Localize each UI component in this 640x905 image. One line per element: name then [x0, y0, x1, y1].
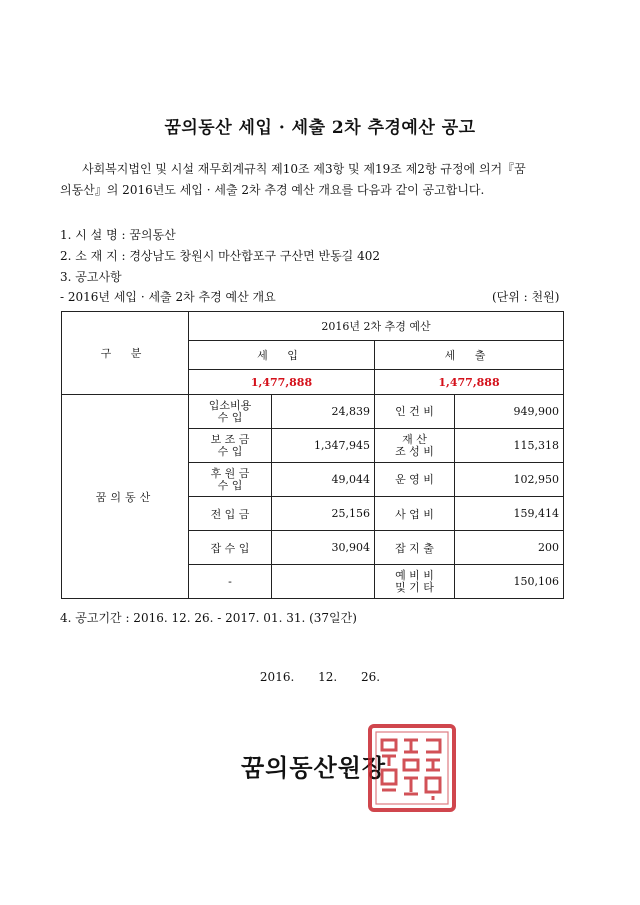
expense-total: 1,477,888 [375, 370, 564, 395]
revenue-item-value: 30,904 [272, 531, 375, 565]
category-header: 구 분 [62, 312, 189, 395]
item-facility-name: 1. 시 설 명 : 꿈의동산 [60, 228, 176, 242]
official-seal [366, 722, 458, 814]
revenue-item-value: 49,044 [272, 463, 375, 497]
expense-item-value: 115,318 [455, 429, 564, 463]
revenue-item-value: 24,839 [272, 395, 375, 429]
expense-item-label: 운 영 비 [375, 463, 455, 497]
budget-header: 2016년 2차 추경 예산 [189, 312, 564, 341]
revenue-item-value: 25,156 [272, 497, 375, 531]
revenue-item-label: 전 입 금 [189, 497, 272, 531]
revenue-item-label: 보 조 금 수 입 [189, 429, 272, 463]
unit-note: (단위 : 천원) [492, 290, 560, 304]
item-address: 2. 소 재 지 : 경상남도 창원시 마산합포구 구산면 반동길 402 [60, 249, 380, 263]
expense-item-value: 159,414 [455, 497, 564, 531]
expense-header: 세 출 [375, 341, 564, 370]
revenue-item-value: 1,347,945 [272, 429, 375, 463]
revenue-item-label: 잡 수 입 [189, 531, 272, 565]
revenue-item-label: 입소비용 수 입 [189, 395, 272, 429]
intro-line-2: 의동산』의 2016년도 세입 · 세출 2차 추경 예산 개요를 다음과 같이 공고합니다. [60, 183, 485, 197]
item-notice-items: 3. 공고사항 [60, 270, 122, 284]
budget-subheading: - 2016년 세입 · 세출 2차 추경 예산 개요 [60, 290, 276, 304]
notice-date: 2016. 12. 26. [259, 670, 381, 684]
expense-item-label: 잡 지 출 [375, 531, 455, 565]
expense-item-value: 949,900 [455, 395, 564, 429]
notice-period: 4. 공고기간 : 2016. 12. 26. - 2017. 01. 31. (37일간) [60, 611, 357, 625]
budget-table [61, 311, 564, 599]
expense-item-label: 예 비 비 및 기 타 [375, 565, 455, 599]
revenue-item-label: 후 원 금 수 입 [189, 463, 272, 497]
revenue-item-value [272, 565, 375, 599]
revenue-total: 1,477,888 [189, 370, 375, 395]
document-title: 꿈의동산 세입 · 세출 2차 추경예산 공고 [164, 118, 476, 138]
expense-item-label: 인 건 비 [375, 395, 455, 429]
expense-item-value: 102,950 [455, 463, 564, 497]
org-name-cell: 꿈의동산 [62, 395, 189, 599]
expense-item-value: 150,106 [455, 565, 564, 599]
expense-item-label: 사 업 비 [375, 497, 455, 531]
signer-name: 꿈의동산원장 [241, 754, 387, 782]
expense-item-value: 200 [455, 531, 564, 565]
expense-item-label: 재 산 조 성 비 [375, 429, 455, 463]
intro-line-1: 사회복지법인 및 시설 재무회계규칙 제10조 제3항 및 제19조 제2항 규정에 의거『꿈 [82, 162, 526, 176]
revenue-item-label: - [189, 565, 272, 599]
revenue-header: 세 입 [189, 341, 375, 370]
